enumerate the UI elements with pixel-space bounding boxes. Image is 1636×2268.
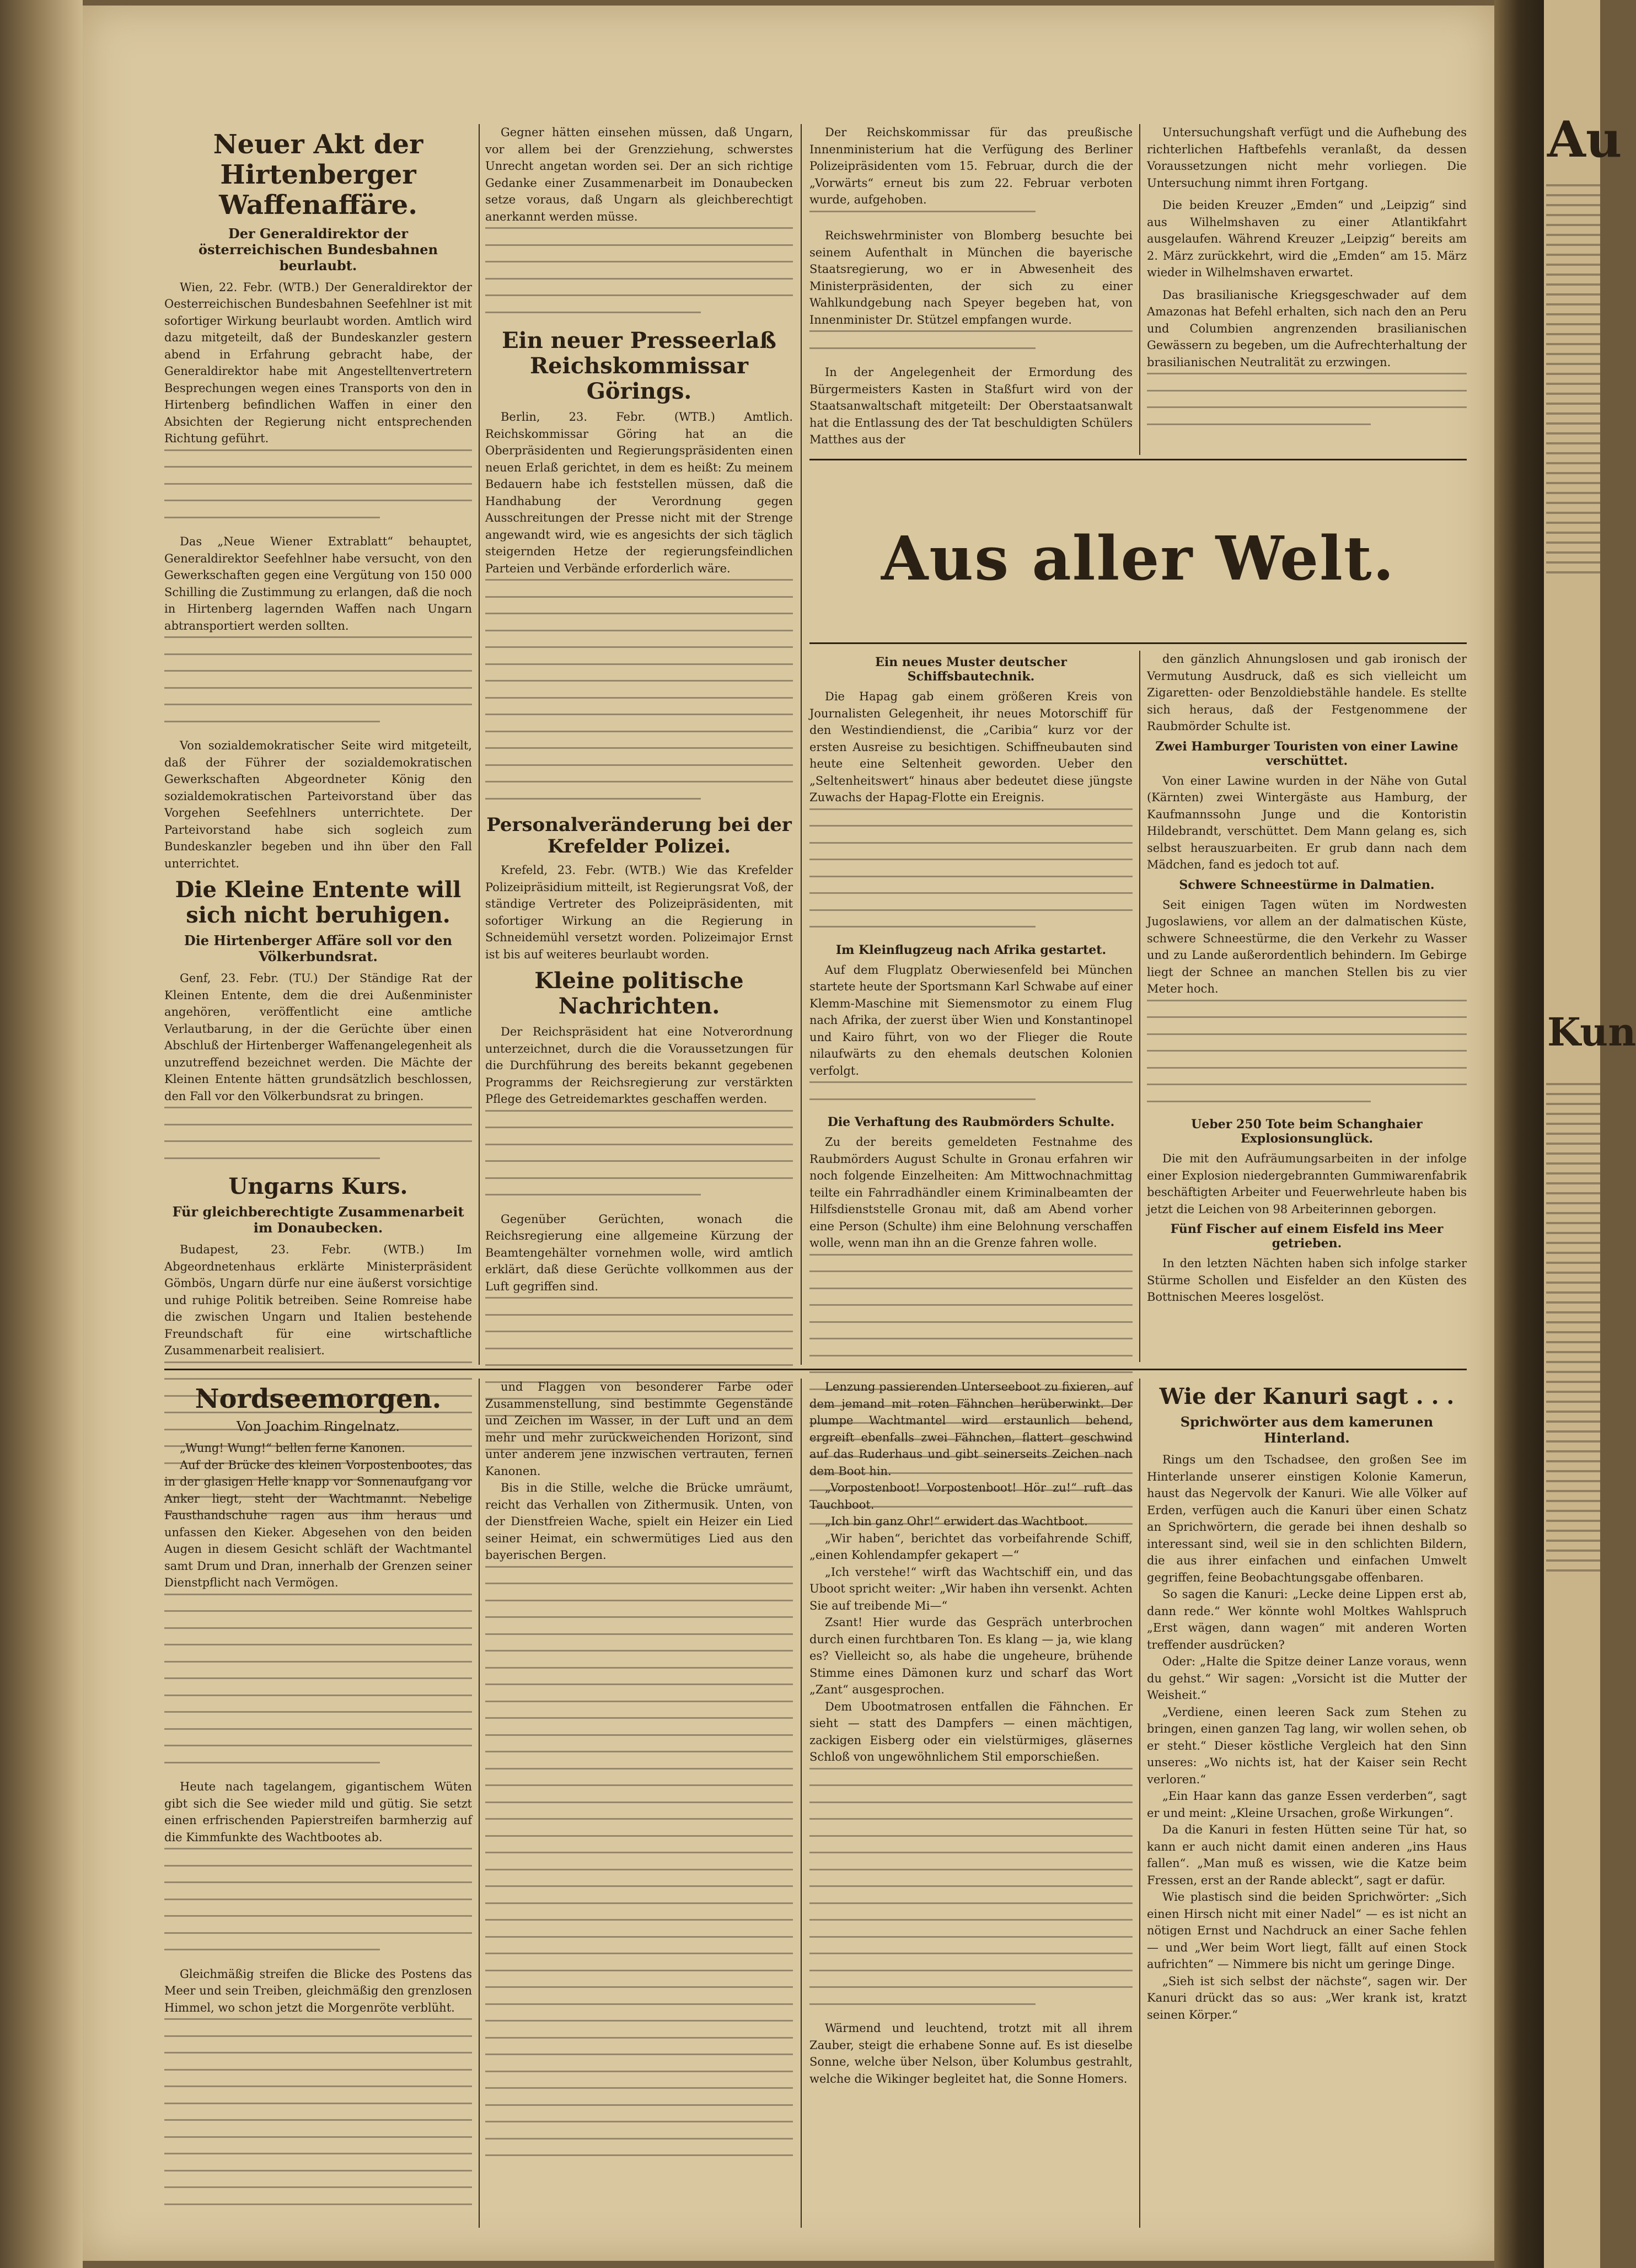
left-page-edge bbox=[0, 0, 83, 2268]
article-paragraph: Untersuchungshaft verfügt und die Aufhebung des richterlichen Haftbefehls veranlaßt, da dessen Voraussetzungen nicht mehr vorliegen. Die Untersuchung nimmt ihren Fortgang. bbox=[1147, 126, 1467, 190]
article-paragraph: Gegenüber Gerüchten, wonach die Reichsregierung eine allgemeine Kürzung der Beamtengehälter vornehmen wolle, wird amtlich erklärt, daß diese Gerüchte vollkommen aus der Luft gegriffen sind. bbox=[485, 1212, 793, 1293]
article-paragraph: Das brasilianische Kriegsgeschwader auf dem Amazonas hat Befehl erhalten, sich nach den an Peru und Columbien angrenzenden brasilianischen Gewässern zu begeben, um die Aufrechterhaltung der brasilianischen Neutralität zu erzwingen. bbox=[1147, 288, 1467, 369]
story-paragraph: Heute nach tagelangem, gigantischem Wüten gibt sich die See wieder mild und gütig. Sie setzt einen erfrischenden Papierstreifen barmherzig auf die Kimmfunkte des Wachtbootes ab. bbox=[164, 1780, 472, 1844]
body-text-lines bbox=[809, 330, 1133, 349]
column-4-top bbox=[1147, 124, 1467, 458]
subheadline-fischer: Fünf Fischer auf einem Eisfeld ins Meer getrieben. bbox=[1170, 1222, 1444, 1251]
headline-ungarns-kurs: Ungarns Kurs. bbox=[228, 1173, 408, 1200]
headline-kleine-entente: Die Kleine Entente will sich nicht beruhigen. bbox=[175, 877, 462, 929]
section-rule bbox=[809, 459, 1467, 460]
story-paragraph: Oder: „Halte die Spitze deiner Lanze voraus, wenn du gehst.“ Wir sagen: „Vorsicht ist die Mutter der Weisheit.“ bbox=[1147, 1655, 1467, 1702]
next-page-headline-fragment: Au bbox=[1547, 110, 1622, 169]
body-text-lines bbox=[164, 1107, 472, 1159]
article-paragraph: In den letzten Nächten haben sich infolge starker Stürme Schollen und Eisfelder an den Küsten des Bottnischen Meeres losgelöst. bbox=[1147, 1257, 1467, 1304]
subheadline-donaubecken: Für gleichberechtigte Zusammenarbeit im Donaubecken. bbox=[172, 1204, 464, 1236]
article-paragraph: Zu der bereits gemeldeten Festnahme des Raubmörders August Schulte in Gronau erfahren wir noch folgende Einzelheiten: Am Mittwochnachmittag teilte ein Fahrradhändler einem Kriminalbeamten der Hilfsdienststelle Gronau mit, daß am Abend vorher eine Person (Schulte) ihm eine Belohnung verschaffen wolle, wenn man ihn an die Grenze fahren wolle. bbox=[809, 1135, 1133, 1250]
body-text-lines bbox=[485, 579, 793, 800]
story-paragraph: Lenzung passierenden Unterseeboot zu fixieren, auf dem jemand mit roten Fähnchen herüberwinkt. Der plumpe Wachtmantel wird erstaunlich behend, ergreift ebenfalls zwei Fähnchen, flattert geschwind auf das Ruderhaus und gibt seinerseits Zeichen nach dem Boot hin. bbox=[809, 1380, 1133, 1478]
article-paragraph: Die beiden Kreuzer „Emden“ und „Leipzig“ sind aus Wilhelmshaven zu einer Atlantikfahrt ausgelaufen. Während Kreuzer „Leipzig“ bereits am 2. März zurückkehrt, wird die „Emden“ am 15. März wieder in Wilhelmshaven erwartet. bbox=[1147, 199, 1467, 279]
body-text-lines bbox=[164, 2018, 472, 2205]
story-paragraph: Gleichmäßig streifen die Blicke des Postens das Meer und sein Treiben, gleichmäßig den grenzlosen Himmel, wo schon jetzt die Morgenröte verblüht. bbox=[164, 1967, 472, 2014]
headline-aus-aller-welt: Aus aller Welt. bbox=[881, 523, 1396, 594]
subheadline-raubmoerder: Die Verhaftung des Raubmörders Schulte. bbox=[827, 1115, 1115, 1129]
headline-krefelder-polizei: Personalveränderung bei der Krefelder Polizei. bbox=[486, 814, 792, 858]
story-paragraph: „Verdiene, einen leeren Sack zum Stehen zu bringen, einen ganzen Tag lang, wir wollen sehen, ob er steht.“ Dieser köstliche Vergleich hat den Sinn unseres: „Wo nichts ist, hat der Kaiser sein Recht verloren.“ bbox=[1147, 1705, 1467, 1786]
headline-nordseemorgen: Nordseemorgen. bbox=[195, 1384, 442, 1414]
article-paragraph: Der Reichskommissar für das preußische Innenministerium hat die Verfügung des Berliner Polizeipräsidenten vom 15. Februar, durch die der „Vorwärts“ erneut bis zum 22. Februar verboten wurde, aufgehoben. bbox=[809, 126, 1133, 206]
article-paragraph: Auf dem Flugplatz Oberwiesenfeld bei München startete heute der Sportsmann Karl Schwabe auf einer Klemm-Maschine mit Siemensmotor zu einem Flug nach Afrika, der zuerst über Wien und Konstantinopel und Kairo führt, von wo der Flieger die Route nilaufwärts zu den ehemals deutschen Kolonien verfolgt. bbox=[809, 963, 1133, 1077]
body-text-lines bbox=[809, 1768, 1133, 2005]
article-paragraph: Seit einigen Tagen wüten im Nordwesten Jugoslawiens, vor allem an der dalmatischen Küste, schwere Schneestürme, die den Verkehr zu Wasser und zu Lande außerordentlich behindern. Im Gebirge liegt der Schnee an manchen Stellen bis zu vier Meter hoch. bbox=[1147, 898, 1467, 995]
next-page-headline-fragment-2: Kun bbox=[1547, 1009, 1636, 1055]
feuilleton-column-4 bbox=[1147, 1379, 1467, 2228]
article-paragraph: Krefeld, 23. Febr. (WTB.) Wie das Krefelder Polizeipräsidium mitteilt, ist Regierungsrat Voß, der ständige Vertreter des Polizeipräsidenten, mit sofortiger Wirkung an die Regierung in Schneidemühl versetzt worden. Polizeimajor Ernst ist bis auf weiteres beurlaubt worden. bbox=[485, 864, 793, 961]
story-paragraph: „Ich verstehe!“ wirft das Wachtschiff ein, und das Uboot spricht weiter: „Wir haben ihn versenkt. Achten Sie auf treibende Mi—“ bbox=[809, 1565, 1133, 1612]
headline-kanuri: Wie der Kanuri sagt . . . bbox=[1159, 1384, 1455, 1409]
column-2 bbox=[485, 124, 793, 1365]
body-text-lines bbox=[809, 808, 1133, 928]
story-paragraph: Auf der Brücke des kleinen Vorpostenbootes, das in der glasigen Helle knapp vor Sonnenaufgang vor Anker liegt, steht der Wachtmannt. Nebelige Fausthandschuhe ragen aus ihm heraus und unfassen den Kieker. Abgesehen von den beiden Augen in diesem Gesicht schläft der Wachtmantel samt Drum und Dran, innerhalb der Grenzen seiner Dienstpflicht nach Vermögen. bbox=[164, 1458, 472, 1590]
story-paragraph: „Sieh ist sich selbst der nächste“, sagen wir. Der Kanuri drückt das so aus: „Wer krank ist, kratzt seinen Körper.“ bbox=[1147, 1974, 1467, 2022]
subheadline-kleinflugzeug: Im Kleinflugzeug nach Afrika gestartet. bbox=[835, 942, 1107, 957]
story-paragraph: Zsant! Hier wurde das Gespräch unterbrochen durch einen furchtbaren Ton. Es klang — ja, wie klang es? Vielleicht so, als habe die ungeheure, brühende Stimme eines Dämonen kurz und scharf das Wort „Zant“ ausgesprochen. bbox=[809, 1616, 1133, 1696]
story-paragraph: „Wung! Wung!“ bellen ferne Kanonen. bbox=[180, 1441, 405, 1455]
story-paragraph: Dem Ubootmatrosen entfallen die Fähnchen. Er sieht — statt des Dampfers — einen mächtigen, zackigen Eisberg oder ein vielstürmiges, gläsernes Schloß von ungewöhnlichem Stil emporschießen. bbox=[809, 1699, 1133, 1763]
byline-ringelnatz: Von Joachim Ringelnatz. bbox=[236, 1419, 400, 1435]
story-paragraph: Bis in die Stille, welche die Brücke umräumt, reicht das Verhallen von Zithermusik. Unten, von der Dienstfreien Wache, spielt ein Heizer ein Lied seiner Heimat, ein schwermütiges Lied aus den bayerischen Bergen. bbox=[485, 1481, 793, 1562]
column-3-bottom bbox=[809, 651, 1133, 1362]
story-paragraph: Rings um den Tschadsee, den großen See im Hinterlande unserer einstigen Kolonie Kamerun, haust das Negervolk der Kanuri. Wie alle Völker auf Erden, verfügen auch die Kanuri über einen Schatz an Sprichwörtern, die gerade bei ihnen deshalb so interessant sind, weil sie in den schlichten Bildern, die aus ihrer einfachen und einfachen Umwelt gegriffen, feine Beobachtungsgabe offenbaren. bbox=[1147, 1453, 1467, 1584]
column-4-bottom bbox=[1147, 651, 1467, 1362]
body-text-lines bbox=[164, 449, 472, 518]
story-paragraph: So sagen die Kanuri: „Lecke deine Lippen erst ab, dann rede.“ Wer könnte wohl Moltkes Wahlspruch „Erst wägen, dann wagen“ mit anderen Worten treffender ausdrücken? bbox=[1147, 1588, 1467, 1652]
body-text-lines bbox=[809, 1081, 1133, 1100]
column-rule bbox=[1139, 1379, 1140, 2228]
body-text-lines bbox=[164, 1848, 472, 1950]
article-paragraph: Budapest, 23. Febr. (WTB.) Im Abgeordnetenhaus erklärte Ministerpräsident Gömbös, Ungarn dürfe nur eine äußerst vorsichtige und ruhige Politik betreiben. Seine Romreise habe die zwischen Ungarn und Italien bestehende Freundschaft für eine wirtschaftliche Zusammenarbeit realisiert. bbox=[164, 1243, 472, 1358]
article-paragraph: Wien, 22. Febr. (WTB.) Der Generaldirektor der Oesterreichischen Bundesbahnen Seefehlner ist mit sofortiger Wirkung beurlaubt worden. Amtlich wird dazu mitgeteilt, daß der Bundeskanzler gestern abend in Erfahrung gebracht habe, der Generaldirektor habe mit Angestelltenvertretern Besprechungen wegen eines Transports von den in Hirtenberg befindlichen Waffen in einer den Absichten der Regierung nicht entsprechenden Richtung geführt. bbox=[164, 280, 472, 446]
subheadline-sprichwoerter: Sprichwörter aus dem kamerunen Hinterland. bbox=[1180, 1414, 1434, 1446]
section-aus-aller-welt bbox=[809, 513, 1467, 640]
story-paragraph: „Wir haben“, berichtet das vorbeifahrende Schiff, „einen Kohlendampfer gekapert —“ bbox=[809, 1531, 1133, 1562]
article-paragraph: den gänzlich Ahnungslosen und gab ironisch der Vermutung Ausdruck, daß es sich vielleicht um Zigaretten- oder Benzoldiebstähle handele. Es stellte sich heraus, daß der Festgenommene der Raubmörder Schulte ist. bbox=[1147, 652, 1467, 733]
story-paragraph: „Vorpostenboot! Vorpostenboot! Hör zu!“ ruft das Tauchboot. bbox=[809, 1481, 1133, 1511]
article-paragraph: Der Reichspräsident hat eine Notverordnung unterzeichnet, durch die die Voraussetzungen für die Durchführung des bereits bekannt gegebenen Programms der Reichsregierung zur verstärkten Pflege des Getreidemarktes geschaffen werden. bbox=[485, 1025, 793, 1106]
article-paragraph: Gegner hätten einsehen müssen, daß Ungarn, vor allem bei der Grenzziehung, schwerstes Unrecht angetan worden sei. Der an sich richtige Gedanke einer Zusammenarbeit im Donaubecken setze voraus, daß Ungarn als gleichberechtigt anerkannt werden müsse. bbox=[485, 126, 793, 223]
body-text-lines bbox=[485, 1110, 793, 1196]
subheadline-lawine: Zwei Hamburger Touristen von einer Lawine verschüttet. bbox=[1155, 739, 1458, 768]
next-page-text-lines-2 bbox=[1546, 1075, 1600, 1579]
story-paragraph: Wie plastisch sind die beiden Sprichwörter: „Sich einen Hirsch nicht mit einer Nadel“ — es ist nicht an nötigen Ernst und Nachdruck an einer Sache fehlen — und „Wer beim Wort liegt, fällt auf einen Stock aufrichten“ — Nimmere bis nicht um geringe Dinge. bbox=[1147, 1890, 1467, 1971]
feuilleton-column-2 bbox=[485, 1379, 793, 2228]
column-1 bbox=[164, 124, 472, 1365]
subheadline-generaldirektor: Der Generaldirektor der österreichischen Bundesbahnen beurlaubt. bbox=[198, 225, 438, 274]
column-rule bbox=[479, 1379, 480, 2228]
column-3-top bbox=[809, 124, 1133, 458]
article-paragraph: Genf, 23. Febr. (TU.) Der Ständige Rat der Kleinen Entente, dem die drei Außenminister angehören, veröffentlicht eine amtliche Verlautbarung, in der die Gerüchte über einen Abschluß der Hirtenberger Waffenangelegenheit als unzutreffend bezeichnet werden. Die Mächte der Kleinen Entente hätten grundsätzlich beschlossen, den Fall vor den Völkerbundsrat zu bringen. bbox=[164, 972, 472, 1103]
body-text-lines bbox=[1147, 1000, 1467, 1102]
column-rule bbox=[801, 1379, 802, 2228]
body-text-lines bbox=[485, 227, 793, 313]
subheadline-schanghai: Ueber 250 Tote beim Schanghaier Explosionsunglück. bbox=[1191, 1117, 1423, 1146]
headline-hirtenberger: Neuer Akt der Hirtenberger Waffenaffäre. bbox=[213, 129, 423, 221]
story-paragraph: und Flaggen von besonderer Farbe oder Zusammenstellung, sind bestimmte Gegenstände und Zeichen im Wasser, in der Luft und an dem mehr und mehr zurückweichenden Horizont, sind unter anderem jene inzwischen vertrauten, fernen Kanonen. bbox=[485, 1380, 793, 1478]
subheadline-schiffsbautechnik: Ein neues Muster deutscher Schiffsbautechnik. bbox=[875, 655, 1067, 684]
column-rule bbox=[1139, 651, 1140, 1362]
article-paragraph: Von sozialdemokratischer Seite wird mitgeteilt, daß der Führer der sozialdemokratischen Gewerkschaften Abgeordneter König den sozialdemokratischen Parteivorstand über das Vorgehen Seefehlners unterrichtete. Der Parteivorstand habe sich sogleich zum Bundeskanzler begeben und ihn über den Fall unterrichtet. bbox=[164, 739, 472, 870]
subheadline-voelkerbundsrat: Die Hirtenberger Affäre soll vor den Völkerbundsrat. bbox=[184, 932, 453, 965]
story-paragraph: Da die Kanuri in festen Hütten seine Tür hat, so kann er auch nicht damit einen anderen „ins Haus fallen“. „Man muß es wissen, wie die Katze beim Fressen, erst an der Rande ableckt“, sagt er dafür. bbox=[1147, 1823, 1467, 1887]
body-text-lines bbox=[164, 636, 472, 722]
next-page-text-lines bbox=[1546, 176, 1600, 581]
column-rule bbox=[479, 124, 480, 1365]
article-paragraph: Berlin, 23. Febr. (WTB.) Amtlich. Reichskommissar Göring hat an die Oberpräsidenten und Regierungspräsidenten einen neuen Erlaß gerichtet, in dem es heißt: Zu meinem Bedauern habe ich feststellen müssen, daß die Handhabung der Verordnung gegen Ausschreitungen der Presse nicht mit der Strenge angewandt wird, wie es angesichts der sich täglich steigernden Hetze der regierungsfeindlichen Parteien und Verbände erforderlich wäre. bbox=[485, 410, 793, 575]
article-paragraph: Die Hapag gab einem größeren Kreis von Journalisten Gelegenheit, ihr neues Motorschiff für den Westindiendienst, die „Caribia“ kurz vor der ersten Ausreise zu besichtigen. Schiffneubauten sind heute eine Seltenheit geworden. Ueber den „Seltenheitswert“ hinaus aber bedeutet diese jüngste Zuwachs der Hapag-Flotte ein Ereignis. bbox=[809, 690, 1133, 804]
body-text-lines bbox=[1147, 373, 1467, 425]
headline-kleine-politische-nachrichten: Kleine politische Nachrichten. bbox=[534, 968, 744, 1020]
article-paragraph: Die mit den Aufräumungsarbeiten in der infolge einer Explosion niedergebrannten Gummiwarenfabrik beschäftigten Arbeiter und Feuerwehrleute haben bis jetzt die Leichen von 98 Arbeiterinnen geborgen. bbox=[1147, 1152, 1467, 1216]
article-paragraph: Von einer Lawine wurden in der Nähe von Gutal (Kärnten) zwei Wintergäste aus Hamburg, der Kaufmannssohn Junge und die Kontoristin Hildebrandt, verschüttet. Dem Mann gelang es, sich selbst herauszuarbeiten. Er grub dann nach dem Mädchen, fand es jedoch tot auf. bbox=[1147, 774, 1467, 871]
book-gutter bbox=[1494, 0, 1544, 2268]
headline-presseerlass: Ein neuer Presseerlaß Reichskommissar Görings. bbox=[502, 328, 776, 404]
article-paragraph: Das „Neue Wiener Extrablatt“ behauptet, Generaldirektor Seefehlner habe versucht, von den Gewerkschaften gegen eine Vergütung von 150 000 Schilling die Zustimmung zu erlangen, daß die noch in Hirtenberg lagernden Waffen nach Ungarn abtransportiert werden sollten. bbox=[164, 535, 472, 632]
body-text-lines bbox=[164, 1594, 472, 1763]
section-rule bbox=[809, 642, 1467, 644]
next-page-strip bbox=[1544, 0, 1636, 2268]
article-paragraph: In der Angelegenheit der Ermordung des Bürgermeisters Kasten in Staßfurt wird von der Staatsanwaltschaft mitgeteilt: Der Oberstaatsanwalt hat die Entlassung des der Tat beschuldigten Schülers Matthes aus der bbox=[809, 366, 1133, 446]
story-paragraph: „Ein Haar kann das ganze Essen verderben“, sagt er und meint: „Kleine Ursachen, große Wirkungen“. bbox=[1147, 1789, 1467, 1820]
column-rule bbox=[1139, 124, 1140, 455]
body-text-lines bbox=[809, 211, 1133, 212]
story-paragraph: Wärmend und leuchtend, trotzt mit all ihrem Zauber, steigt die erhabene Sonne auf. Es ist dieselbe Sonne, welche über Nelson, über Kolumbus gestrahlt, welche die Wikinger begleitet hat, die Sonne Homers. bbox=[809, 2022, 1133, 2085]
feuilleton-column-3 bbox=[809, 1379, 1133, 2228]
subheadline-dalmatien: Schwere Schneestürme in Dalmatien. bbox=[1179, 877, 1435, 892]
feuilleton-column-1 bbox=[164, 1379, 472, 2228]
article-paragraph: Reichswehrminister von Blomberg besuchte bei seinem Aufenthalt in München die bayerische Staatsregierung, wo er in Abwesenheit des Ministerpräsidenten, der sich zu einer Wahlkundgebung nach Speyer begeben hat, von Innenminister Dr. Stützel empfangen wurde. bbox=[809, 229, 1133, 326]
body-text-lines bbox=[485, 1566, 793, 2157]
story-paragraph: „Ich bin ganz Ohr!“ erwidert das Wachtboot. bbox=[825, 1515, 1088, 1528]
column-rule bbox=[801, 124, 802, 1365]
